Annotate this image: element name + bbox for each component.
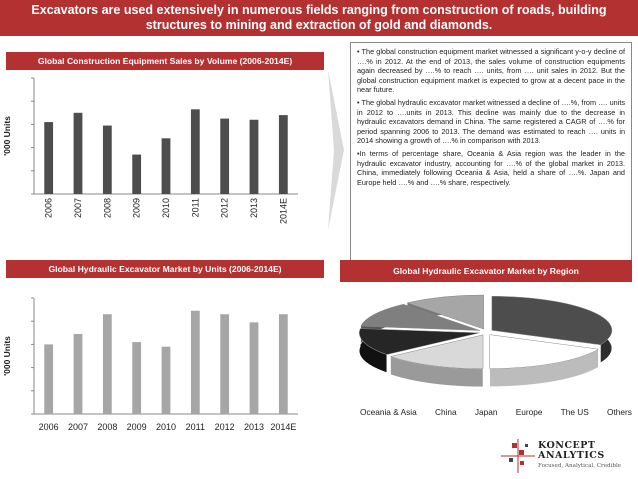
x-tick-label: 2010 [161, 198, 171, 219]
y-axis-label: '000 Units [2, 116, 12, 156]
bar-2011 [191, 311, 200, 414]
bar-2012 [220, 119, 229, 194]
title-line-1: Excavators are used extensively in numerous fields ranging from construction of roads, building [31, 3, 607, 17]
y-axis-label: '000 Units [2, 336, 12, 376]
commentary-bullet: •In terms of percentage share, Oceania & Asia region was the leader in the hydraulic excavator industry, accounting for ….% of the global market in 2013. China, immediately following Oceania & Asia, held a share of ….%. Japan and Europe held ….% and ….% share, respectively. [357, 148, 625, 187]
legend-item: China [434, 407, 457, 417]
x-tick-label: 2006 [43, 198, 54, 219]
legend-item: Japan [474, 407, 498, 417]
x-tick-label: 2011 [190, 198, 201, 218]
hydraulic-units-chart [0, 282, 330, 442]
logo-name: KONCEPT ANALYTICS [538, 440, 605, 461]
x-tick-label: 2008 [102, 198, 113, 219]
pie-legend [360, 407, 632, 417]
bar-2007 [74, 334, 83, 414]
commentary-bullet: • The global hydraulic excavator market witnessed a decline of ….%, from …. units in 2012 to ….units in 2013. This decline was mainly due to the decrease in hydraulic excavators demand in China. The same registered a CAGR of ….% for period spanning 2006 to 2013. The demand was estimated to reach …. units in 2014 showing a growth of ….% in comparison with 2013. [357, 97, 625, 146]
chart1-title: Global Construction Equipment Sales by Volume (2006-2014E) [6, 52, 324, 70]
legend-item: Others [607, 407, 632, 417]
bar-2009 [132, 155, 141, 194]
region-pie-chart [340, 288, 632, 402]
x-tick-label: 2009 [126, 422, 147, 432]
x-tick-label: 2012 [214, 422, 235, 432]
title-line-2: structures to mining and extraction of gold and diamonds. [145, 18, 493, 32]
bar-2014E [279, 314, 288, 414]
koncept-analytics-logo [500, 437, 635, 477]
commentary-bullet: • The global construction equipment market witnessed a significant y-o-y decline of ….% in 2012. At the end of 2013, the sales volume of construction equipments again decreased by ….% to reach …. units, from …. unit sales in 2012. But the global construction equipment market is expected to grow at a decent pace in the near future. [357, 47, 625, 95]
bar-2006 [44, 344, 53, 414]
legend-item: Europe [515, 407, 543, 417]
x-tick-label: 2008 [97, 422, 118, 432]
x-tick-label: 2013 [243, 422, 265, 432]
bar-2012 [220, 314, 229, 414]
construction-sales-chart [0, 74, 330, 250]
bar-2013 [250, 322, 259, 414]
bar-2013 [250, 120, 259, 194]
chevron-right-icon [328, 70, 348, 230]
x-tick-label: 2006 [38, 422, 59, 432]
bar-2014E [279, 115, 288, 194]
bar-2006 [44, 122, 53, 194]
x-tick-label: 2011 [185, 422, 206, 432]
x-tick-label: 2014E [270, 422, 297, 432]
x-tick-label: 2007 [73, 198, 83, 219]
commentary-panel [350, 42, 632, 268]
bar-2011 [191, 109, 200, 194]
x-tick-label: 2012 [219, 198, 230, 219]
x-tick-label: 2007 [67, 422, 89, 432]
x-tick-label: 2009 [131, 198, 142, 219]
legend-item: Oceania & Asia [360, 407, 417, 417]
bar-2007 [74, 113, 83, 194]
bar-2009 [132, 342, 141, 414]
x-tick-label: 2010 [155, 422, 177, 432]
x-tick-label: 2013 [249, 198, 259, 219]
bar-2008 [103, 126, 112, 194]
chart2-title: Global Hydraulic Excavator Market by Units (2006-2014E) [6, 260, 324, 278]
logo-tagline: Focused, Analytical, Credible [538, 463, 622, 469]
logo-mark-icon [500, 437, 536, 475]
chart3-title: Global Hydraulic Excavator Market by Region [340, 260, 632, 282]
bar-2010 [162, 138, 171, 194]
bar-2010 [162, 347, 171, 414]
bar-2008 [103, 314, 112, 414]
slide-title [0, 0, 638, 36]
legend-item: The US [560, 407, 589, 417]
x-tick-label: 2014E [278, 198, 289, 225]
